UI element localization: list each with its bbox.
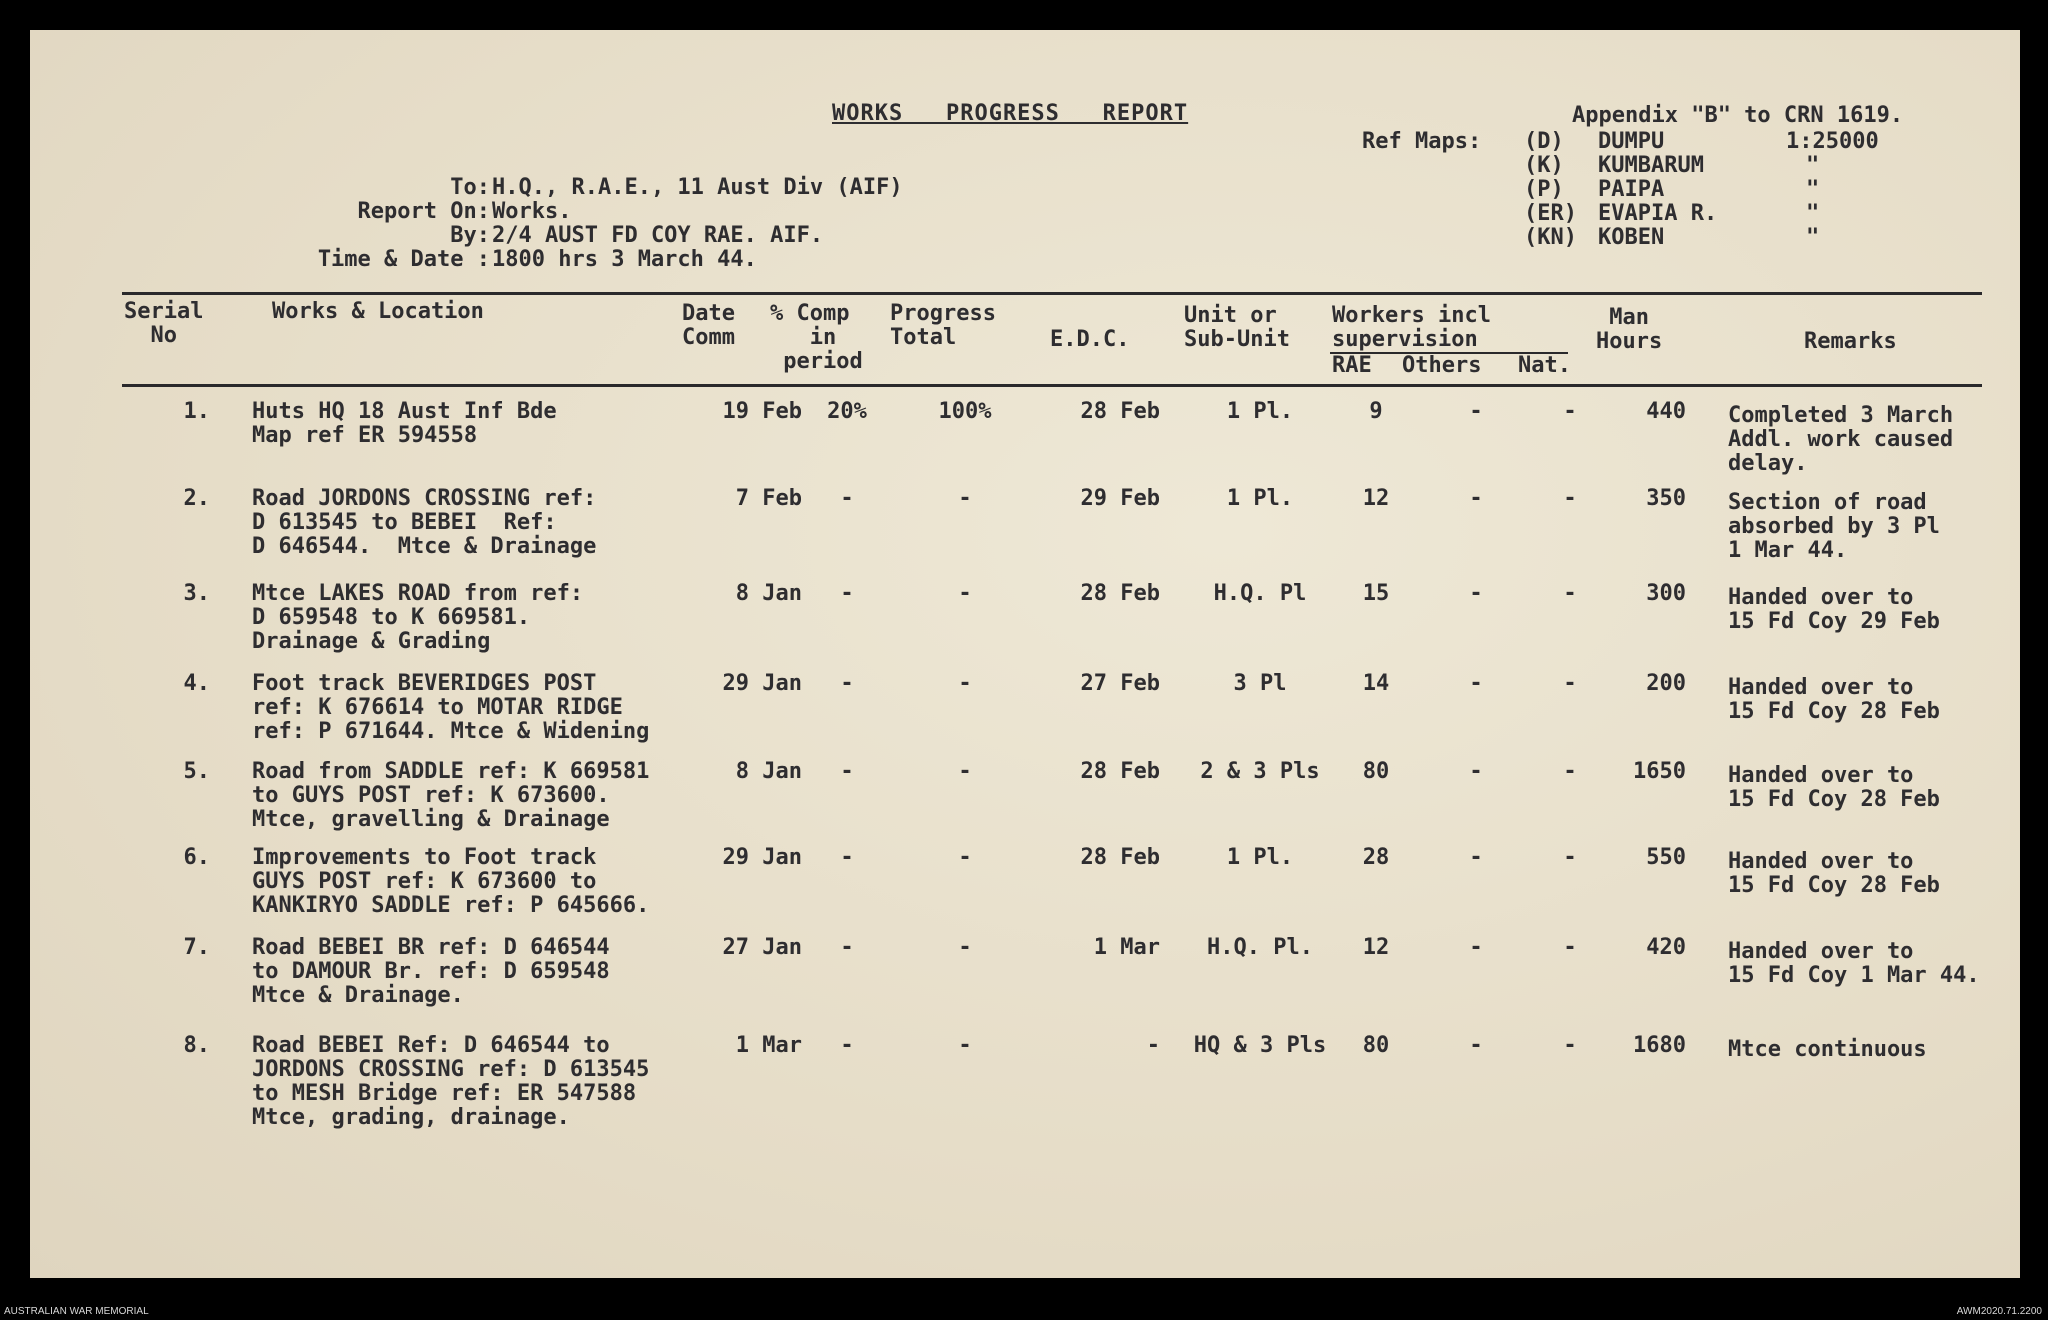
cell-edc: 28 Feb bbox=[1080, 845, 1160, 870]
col-serial: Serial No bbox=[124, 299, 204, 348]
ref-map-name: PAIPA bbox=[1598, 177, 1665, 202]
cell-unit: H.Q. Pl. bbox=[1207, 935, 1313, 960]
cell-nat: - bbox=[1563, 486, 1577, 511]
cell-works: Road BEBEI Ref: D 646544 to JORDONS CROSSING ref: D 613545 to MESH Bridge ref: ER 547588 Mtce, grading, drainage. bbox=[252, 1033, 650, 1130]
cell-man-hours: 300 bbox=[1646, 581, 1686, 606]
to-label: To: bbox=[450, 175, 490, 200]
report-on-label: Report On: bbox=[357, 199, 490, 224]
cell-pct-comp: 20% bbox=[827, 399, 867, 424]
cell-date-comm: 29 Jan bbox=[722, 845, 802, 870]
cell-remarks: Section of road absorbed by 3 Pl 1 Mar 44. bbox=[1728, 490, 1940, 563]
cell-date-comm: 1 Mar bbox=[735, 1033, 802, 1058]
col-workers: Workers incl supervision bbox=[1332, 303, 1491, 352]
cell-nat: - bbox=[1563, 399, 1577, 424]
cell-date-comm: 29 Jan bbox=[722, 671, 802, 696]
col-pct-comp: % Comp in period bbox=[770, 301, 863, 374]
ref-map-scale: " bbox=[1806, 153, 1820, 178]
cell-man-hours: 350 bbox=[1646, 486, 1686, 511]
cell-date-comm: 7 Feb bbox=[735, 486, 802, 511]
cell-unit: 2 & 3 Pls bbox=[1200, 759, 1320, 784]
report-title: WORKS PROGRESS REPORT bbox=[832, 101, 1189, 126]
cell-nat: - bbox=[1563, 581, 1577, 606]
cell-serial: 5. bbox=[183, 759, 210, 784]
appendix-ref: Appendix "B" to CRN 1619. bbox=[1572, 103, 1904, 128]
ref-map-scale: " bbox=[1806, 201, 1820, 226]
cell-rae: 12 bbox=[1362, 935, 1390, 960]
cell-remarks: Handed over to 15 Fd Coy 29 Feb bbox=[1728, 585, 1940, 634]
cell-serial: 1. bbox=[183, 399, 210, 424]
cell-works: Improvements to Foot track GUYS POST ref: K 673600 to KANKIRYO SADDLE ref: P 645666. bbox=[252, 845, 650, 918]
ref-map-name: DUMPU bbox=[1598, 129, 1665, 154]
cell-edc: 28 Feb bbox=[1080, 399, 1160, 424]
cell-unit: 3 Pl bbox=[1233, 671, 1287, 696]
cell-unit: H.Q. Pl bbox=[1213, 581, 1307, 606]
cell-rae: 14 bbox=[1362, 671, 1390, 696]
ref-map-name: EVAPIA R. bbox=[1598, 201, 1718, 226]
cell-unit: 1 Pl. bbox=[1226, 845, 1294, 870]
cell-man-hours: 1650 bbox=[1633, 759, 1686, 784]
ref-map-code: (K) bbox=[1524, 153, 1564, 178]
cell-pct-comp: - bbox=[840, 845, 854, 870]
cell-edc: 29 Feb bbox=[1080, 486, 1160, 511]
ref-maps-label: Ref Maps: bbox=[1362, 129, 1482, 154]
col-rae: RAE bbox=[1332, 353, 1372, 378]
cell-serial: 4. bbox=[183, 671, 210, 696]
cell-edc: 28 Feb bbox=[1080, 581, 1160, 606]
cell-nat: - bbox=[1563, 845, 1577, 870]
cell-works: Road BEBEI BR ref: D 646544 to DAMOUR Br. ref: D 659548 Mtce & Drainage. bbox=[252, 935, 610, 1008]
cell-nat: - bbox=[1563, 935, 1577, 960]
cell-pct-comp: - bbox=[840, 486, 854, 511]
table-header-rule bbox=[122, 384, 1982, 387]
document-page bbox=[30, 30, 2020, 1278]
cell-pct-comp: - bbox=[840, 671, 854, 696]
cell-nat: - bbox=[1563, 1033, 1577, 1058]
cell-nat: - bbox=[1563, 759, 1577, 784]
cell-progress: - bbox=[958, 845, 972, 870]
ref-map-scale: " bbox=[1806, 177, 1820, 202]
cell-remarks: Handed over to 15 Fd Coy 28 Feb bbox=[1728, 675, 1940, 724]
cell-date-comm: 19 Feb bbox=[722, 399, 802, 424]
cell-nat: - bbox=[1563, 671, 1577, 696]
cell-date-comm: 8 Jan bbox=[735, 759, 802, 784]
col-man-hours: Man Hours bbox=[1596, 305, 1663, 354]
report-on-value: Works. bbox=[492, 199, 572, 224]
cell-edc: - bbox=[1146, 1033, 1160, 1058]
table-top-rule bbox=[122, 292, 1982, 295]
cell-remarks: Handed over to 15 Fd Coy 1 Mar 44. bbox=[1728, 939, 1980, 988]
col-nat: Nat. bbox=[1518, 353, 1571, 378]
ref-map-name: KOBEN bbox=[1598, 225, 1665, 250]
cell-date-comm: 27 Jan bbox=[722, 935, 802, 960]
cell-man-hours: 550 bbox=[1646, 845, 1686, 870]
cell-pct-comp: - bbox=[840, 1033, 854, 1058]
by-value: 2/4 AUST FD COY RAE. AIF. bbox=[492, 223, 824, 248]
cell-pct-comp: - bbox=[840, 759, 854, 784]
cell-others: - bbox=[1469, 1033, 1483, 1058]
ref-map-scale: 1:25000 bbox=[1786, 129, 1879, 154]
cell-remarks: Completed 3 March Addl. work caused delay. bbox=[1728, 403, 1954, 476]
cell-unit: HQ & 3 Pls bbox=[1193, 1033, 1327, 1058]
cell-others: - bbox=[1469, 486, 1483, 511]
col-works: Works & Location bbox=[272, 299, 484, 324]
time-date-label: Time & Date : bbox=[317, 247, 490, 272]
cell-others: - bbox=[1469, 845, 1483, 870]
col-remarks: Remarks bbox=[1804, 329, 1897, 354]
col-edc: E.D.C. bbox=[1050, 327, 1130, 352]
cell-date-comm: 8 Jan bbox=[735, 581, 802, 606]
cell-serial: 7. bbox=[183, 935, 210, 960]
cell-serial: 6. bbox=[183, 845, 210, 870]
ref-map-scale: " bbox=[1806, 225, 1820, 250]
cell-progress: - bbox=[958, 581, 972, 606]
col-unit: Unit or Sub-Unit bbox=[1184, 303, 1290, 352]
cell-progress: - bbox=[958, 935, 972, 960]
cell-man-hours: 200 bbox=[1646, 671, 1686, 696]
cell-unit: 1 Pl. bbox=[1226, 399, 1294, 424]
col-progress: Progress Total bbox=[890, 301, 996, 350]
ref-map-name: KUMBARUM bbox=[1598, 153, 1704, 178]
cell-man-hours: 440 bbox=[1646, 399, 1686, 424]
cell-others: - bbox=[1469, 759, 1483, 784]
cell-edc: 27 Feb bbox=[1080, 671, 1160, 696]
cell-others: - bbox=[1469, 935, 1483, 960]
col-others: Others bbox=[1402, 353, 1482, 378]
cell-rae: 80 bbox=[1362, 759, 1390, 784]
cell-progress: 100% bbox=[938, 399, 992, 424]
cell-progress: - bbox=[958, 486, 972, 511]
cell-rae: 80 bbox=[1362, 1033, 1390, 1058]
ref-map-code: (D) bbox=[1524, 129, 1564, 154]
cell-serial: 3. bbox=[183, 581, 210, 606]
cell-pct-comp: - bbox=[840, 581, 854, 606]
cell-serial: 8. bbox=[183, 1033, 210, 1058]
cell-others: - bbox=[1469, 399, 1483, 424]
by-label: By: bbox=[450, 223, 490, 248]
cell-man-hours: 420 bbox=[1646, 935, 1686, 960]
cell-others: - bbox=[1469, 581, 1483, 606]
cell-works: Huts HQ 18 Aust Inf Bde Map ref ER 594558 bbox=[252, 399, 557, 448]
cell-edc: 1 Mar bbox=[1093, 935, 1160, 960]
cell-works: Road JORDONS CROSSING ref: D 613545 to BEBEI Ref: D 646544. Mtce & Drainage bbox=[252, 486, 597, 559]
cell-rae: 28 bbox=[1362, 845, 1390, 870]
cell-progress: - bbox=[958, 1033, 972, 1058]
cell-others: - bbox=[1469, 671, 1483, 696]
ref-map-code: (ER) bbox=[1524, 201, 1577, 226]
footer-source: AUSTRALIAN WAR MEMORIAL bbox=[4, 1306, 149, 1317]
cell-progress: - bbox=[958, 759, 972, 784]
cell-rae: 9 bbox=[1369, 399, 1383, 424]
time-date-value: 1800 hrs 3 March 44. bbox=[492, 247, 757, 272]
footer-accession: AWM2020.71.2200 bbox=[1956, 1306, 2042, 1317]
cell-man-hours: 1680 bbox=[1633, 1033, 1686, 1058]
cell-works: Foot track BEVERIDGES POST ref: K 676614 to MOTAR RIDGE ref: P 671644. Mtce & Widening bbox=[252, 671, 650, 744]
cell-unit: 1 Pl. bbox=[1226, 486, 1294, 511]
cell-remarks: Handed over to 15 Fd Coy 28 Feb bbox=[1728, 763, 1940, 812]
cell-rae: 15 bbox=[1362, 581, 1390, 606]
cell-rae: 12 bbox=[1362, 486, 1390, 511]
ref-map-code: (KN) bbox=[1524, 225, 1577, 250]
col-date-comm: Date Comm bbox=[682, 301, 735, 350]
cell-pct-comp: - bbox=[840, 935, 854, 960]
cell-remarks: Mtce continuous bbox=[1728, 1037, 1927, 1062]
to-value: H.Q., R.A.E., 11 Aust Div (AIF) bbox=[492, 175, 903, 200]
cell-progress: - bbox=[958, 671, 972, 696]
cell-works: Mtce LAKES ROAD from ref: D 659548 to K 669581. Drainage & Grading bbox=[252, 581, 584, 654]
cell-remarks: Handed over to 15 Fd Coy 28 Feb bbox=[1728, 849, 1940, 898]
cell-edc: 28 Feb bbox=[1080, 759, 1160, 784]
cell-serial: 2. bbox=[183, 486, 210, 511]
cell-works: Road from SADDLE ref: K 669581 to GUYS POST ref: K 673600. Mtce, gravelling & Drainage bbox=[252, 759, 650, 832]
ref-map-code: (P) bbox=[1524, 177, 1564, 202]
